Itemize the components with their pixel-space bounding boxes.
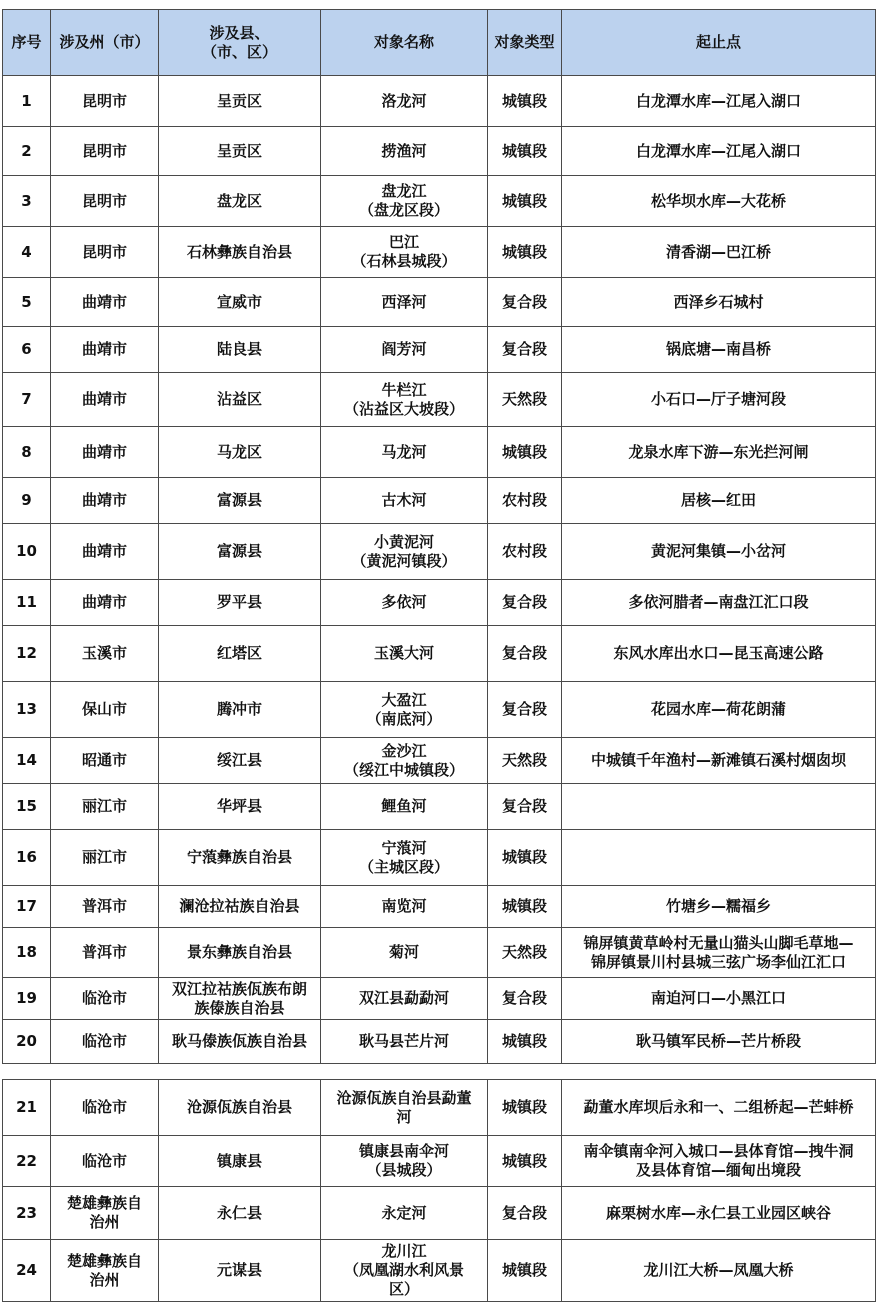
cell-name: 沧源佤族自治县勐董 河 [321,1080,488,1136]
cell-name: 多依河 [321,580,488,626]
table-row [3,886,876,928]
cell-no: 5 [3,278,51,327]
cell-name: 西泽河 [321,278,488,327]
cell-name: 菊河 [321,928,488,978]
cell-name: 玉溪大河 [321,626,488,682]
rivers-table-part-3 [2,1079,876,1302]
table-row [3,524,876,580]
header-county: 涉及县、 （市、区） [159,10,321,76]
cell-type: 城镇段 [488,76,562,127]
cell-county: 元谋县 [159,1240,321,1302]
header-prefecture: 涉及州（市） [51,10,159,76]
cell-no: 14 [3,738,51,784]
cell-no: 10 [3,524,51,580]
cell-range: 勐董水库坝后永和一、二组桥起—芒蚌桥 [562,1080,876,1136]
cell-no: 4 [3,227,51,278]
table-row [3,176,876,227]
cell-county: 沧源佤族自治县 [159,1080,321,1136]
cell-county: 绥江县 [159,738,321,784]
cell-name: 金沙江 （绥江中城镇段） [321,738,488,784]
table-row [3,427,876,478]
cell-range: 小石口—厅子塘河段 [562,373,876,427]
cell-name: 双江县勐勐河 [321,978,488,1020]
table-row [3,1240,876,1302]
cell-range: 中城镇千年渔村—新滩镇石溪村烟囱坝 [562,738,876,784]
cell-no: 2 [3,127,51,176]
cell-name: 龙川江 （凤凰湖水利风景 区） [321,1240,488,1302]
cell-name: 宁蒗河 （主城区段） [321,830,488,886]
cell-county: 沾益区 [159,373,321,427]
cell-no: 21 [3,1080,51,1136]
cell-prefecture: 昭通市 [51,738,159,784]
cell-prefecture: 临沧市 [51,1020,159,1064]
cell-name: 南览河 [321,886,488,928]
table-row [3,928,876,978]
cell-no: 3 [3,176,51,227]
cell-range: 竹塘乡—糯福乡 [562,886,876,928]
cell-prefecture: 普洱市 [51,928,159,978]
cell-type: 复合段 [488,327,562,373]
cell-range [562,784,876,830]
table-row [3,76,876,127]
table-row [3,478,876,524]
cell-no: 20 [3,1020,51,1064]
cell-type: 复合段 [488,626,562,682]
cell-prefecture: 丽江市 [51,830,159,886]
cell-type: 农村段 [488,478,562,524]
cell-range [562,830,876,886]
cell-range: 居核—红田 [562,478,876,524]
cell-range: 花园水库—荷花朗蒲 [562,682,876,738]
cell-no: 24 [3,1240,51,1302]
cell-type: 城镇段 [488,830,562,886]
cell-type: 城镇段 [488,1240,562,1302]
cell-range: 清香湖—巴江桥 [562,227,876,278]
cell-prefecture: 曲靖市 [51,524,159,580]
table-row [3,830,876,886]
cell-prefecture: 昆明市 [51,176,159,227]
table-row [3,682,876,738]
cell-type: 复合段 [488,580,562,626]
cell-prefecture: 玉溪市 [51,626,159,682]
cell-type: 城镇段 [488,1020,562,1064]
cell-name: 鲤鱼河 [321,784,488,830]
cell-type: 复合段 [488,278,562,327]
cell-county: 耿马傣族佤族自治县 [159,1020,321,1064]
cell-prefecture: 曲靖市 [51,478,159,524]
cell-county: 呈贡区 [159,76,321,127]
table-row [3,1136,876,1187]
cell-type: 天然段 [488,928,562,978]
table-row [3,626,876,682]
cell-range: 麻栗树水库—永仁县工业园区峡谷 [562,1187,876,1240]
cell-type: 复合段 [488,682,562,738]
table-row [3,738,876,784]
cell-range: 黄泥河集镇—小岔河 [562,524,876,580]
cell-no: 15 [3,784,51,830]
cell-name: 捞渔河 [321,127,488,176]
table-row [3,1020,876,1064]
cell-range: 南伞镇南伞河入城口—县体育馆—拽牛洞 及县体育馆—缅甸出境段 [562,1136,876,1187]
cell-prefecture: 普洱市 [51,886,159,928]
cell-range: 锦屏镇黄草岭村无量山猫头山脚毛草地— 锦屏镇景川村县城三弦广场李仙江汇口 [562,928,876,978]
cell-name: 镇康县南伞河 （县城段） [321,1136,488,1187]
table-row [3,278,876,327]
cell-no: 6 [3,327,51,373]
rivers-table-part-1 [2,9,876,524]
cell-county: 宁蒗彝族自治县 [159,830,321,886]
cell-name: 洛龙河 [321,76,488,127]
table-row [3,978,876,1020]
cell-type: 复合段 [488,784,562,830]
cell-no: 16 [3,830,51,886]
cell-prefecture: 曲靖市 [51,580,159,626]
cell-county: 石林彝族自治县 [159,227,321,278]
cell-county: 罗平县 [159,580,321,626]
cell-prefecture: 昆明市 [51,127,159,176]
cell-range: 西泽乡石城村 [562,278,876,327]
cell-range: 龙泉水库下游—东光拦河闸 [562,427,876,478]
cell-no: 9 [3,478,51,524]
cell-type: 城镇段 [488,127,562,176]
cell-county: 腾冲市 [159,682,321,738]
cell-name: 大盈江 （南底河） [321,682,488,738]
cell-range: 白龙潭水库—江尾入湖口 [562,127,876,176]
cell-county: 陆良县 [159,327,321,373]
cell-range: 东风水库出水口—昆玉高速公路 [562,626,876,682]
cell-type: 城镇段 [488,1136,562,1187]
cell-county: 富源县 [159,478,321,524]
table-row [3,1187,876,1240]
cell-prefecture: 丽江市 [51,784,159,830]
header-type: 对象类型 [488,10,562,76]
cell-prefecture: 保山市 [51,682,159,738]
cell-type: 天然段 [488,373,562,427]
cell-prefecture: 临沧市 [51,1080,159,1136]
cell-no: 1 [3,76,51,127]
cell-range: 耿马镇军民桥—芒片桥段 [562,1020,876,1064]
table-row [3,580,876,626]
cell-type: 城镇段 [488,176,562,227]
table-row [3,1080,876,1136]
table-row [3,127,876,176]
cell-prefecture: 曲靖市 [51,373,159,427]
cell-name: 小黄泥河 （黄泥河镇段） [321,524,488,580]
cell-range: 南迫河口—小黑江口 [562,978,876,1020]
cell-prefecture: 临沧市 [51,1136,159,1187]
cell-name: 古木河 [321,478,488,524]
cell-name: 马龙河 [321,427,488,478]
cell-prefecture: 楚雄彝族自 治州 [51,1187,159,1240]
cell-name: 永定河 [321,1187,488,1240]
cell-range: 锅底塘—南昌桥 [562,327,876,373]
cell-prefecture: 曲靖市 [51,278,159,327]
cell-type: 城镇段 [488,427,562,478]
cell-county: 永仁县 [159,1187,321,1240]
cell-no: 17 [3,886,51,928]
cell-no: 23 [3,1187,51,1240]
cell-no: 8 [3,427,51,478]
header-no: 序号 [3,10,51,76]
cell-no: 18 [3,928,51,978]
header-name: 对象名称 [321,10,488,76]
cell-no: 22 [3,1136,51,1187]
cell-county: 马龙区 [159,427,321,478]
cell-type: 城镇段 [488,886,562,928]
cell-county: 盘龙区 [159,176,321,227]
cell-range: 松华坝水库—大花桥 [562,176,876,227]
cell-county: 澜沧拉祜族自治县 [159,886,321,928]
cell-prefecture: 昆明市 [51,227,159,278]
cell-prefecture: 曲靖市 [51,327,159,373]
cell-range: 龙川江大桥—凤凰大桥 [562,1240,876,1302]
cell-prefecture: 曲靖市 [51,427,159,478]
cell-county: 富源县 [159,524,321,580]
table-header-row [3,10,876,76]
cell-county: 呈贡区 [159,127,321,176]
cell-range: 白龙潭水库—江尾入湖口 [562,76,876,127]
cell-type: 城镇段 [488,1080,562,1136]
cell-county: 镇康县 [159,1136,321,1187]
cell-county: 双江拉祜族佤族布朗 族傣族自治县 [159,978,321,1020]
cell-prefecture: 昆明市 [51,76,159,127]
cell-no: 7 [3,373,51,427]
cell-type: 天然段 [488,738,562,784]
table-row [3,327,876,373]
table-row [3,227,876,278]
cell-type: 农村段 [488,524,562,580]
cell-no: 19 [3,978,51,1020]
cell-name: 阎芳河 [321,327,488,373]
table-row [3,784,876,830]
table-row [3,373,876,427]
cell-prefecture: 临沧市 [51,978,159,1020]
cell-county: 景东彝族自治县 [159,928,321,978]
cell-name: 盘龙江 （盘龙区段） [321,176,488,227]
cell-prefecture: 楚雄彝族自 治州 [51,1240,159,1302]
cell-no: 11 [3,580,51,626]
cell-type: 城镇段 [488,227,562,278]
cell-no: 12 [3,626,51,682]
rivers-table-part-2 [2,523,876,1064]
cell-county: 宣威市 [159,278,321,327]
cell-type: 复合段 [488,978,562,1020]
cell-name: 牛栏江 （沾益区大坡段） [321,373,488,427]
cell-county: 华坪县 [159,784,321,830]
cell-no: 13 [3,682,51,738]
cell-name: 耿马县芒片河 [321,1020,488,1064]
cell-type: 复合段 [488,1187,562,1240]
header-range: 起止点 [562,10,876,76]
cell-range: 多依河腊者—南盘江汇口段 [562,580,876,626]
cell-name: 巴江 （石林县城段） [321,227,488,278]
cell-county: 红塔区 [159,626,321,682]
